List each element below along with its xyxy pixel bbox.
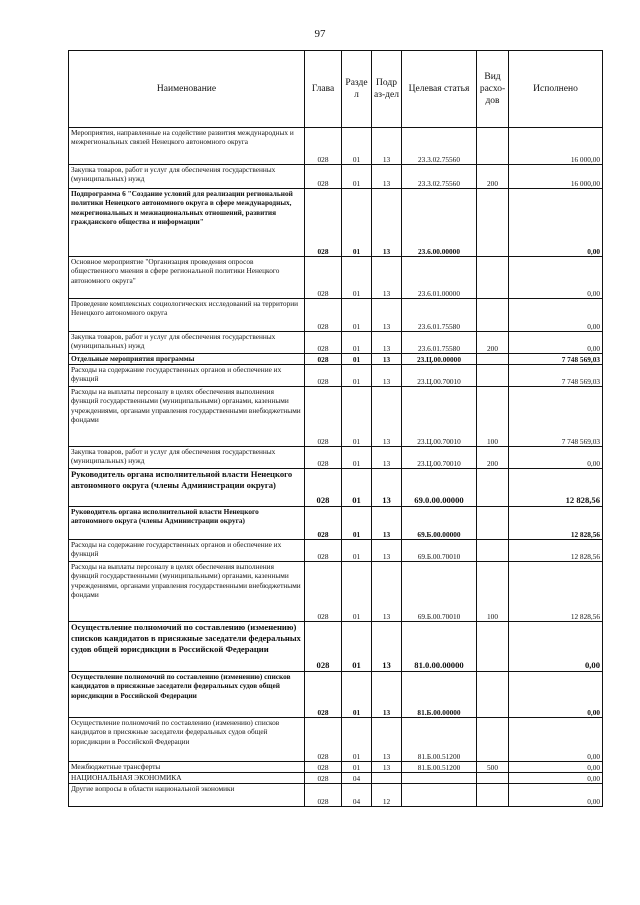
row-name: Отдельные мероприятия программы bbox=[69, 354, 305, 365]
table-row bbox=[69, 165, 603, 189]
row-podrazdel: 13 bbox=[372, 128, 402, 165]
row-target bbox=[402, 784, 477, 807]
header-podrazdel: Подр аз-дел bbox=[372, 51, 402, 128]
row-target: 81.Б.00.51200 bbox=[402, 718, 477, 762]
row-name: Расходы на выплаты персоналу в целях обеспечения выполнения функций государственными (муниципальными) органами, казенными учреждениями, органами управления государственными внебюджетными фондами bbox=[69, 562, 305, 622]
row-glava: 028 bbox=[305, 189, 342, 257]
row-name: НАЦИОНАЛЬНАЯ ЭКОНОМИКА bbox=[69, 773, 305, 784]
table-row bbox=[69, 540, 603, 562]
row-done: 7 748 569,03 bbox=[509, 365, 603, 387]
row-vid bbox=[477, 540, 509, 562]
row-razdel: 01 bbox=[342, 762, 372, 773]
row-vid bbox=[477, 354, 509, 365]
row-vid bbox=[477, 507, 509, 540]
header-razdel: Разде л bbox=[342, 51, 372, 128]
row-done: 0,00 bbox=[509, 332, 603, 354]
row-glava: 028 bbox=[305, 718, 342, 762]
row-done: 0,00 bbox=[509, 672, 603, 718]
row-done: 0,00 bbox=[509, 773, 603, 784]
row-name: Основное мероприятие "Организация проведения опросов общественного мнения в сфере региональной политики Ненецкого автономного округа" bbox=[69, 257, 305, 299]
table-row bbox=[69, 622, 603, 672]
header-vid: Вид расхо- дов bbox=[477, 51, 509, 128]
row-vid: 200 bbox=[477, 165, 509, 189]
row-glava: 028 bbox=[305, 332, 342, 354]
table-row bbox=[69, 469, 603, 507]
row-vid: 500 bbox=[477, 762, 509, 773]
row-name: Расходы на содержание государственных органов и обеспечение их функций bbox=[69, 540, 305, 562]
row-target: 23.Ц.00.70010 bbox=[402, 447, 477, 469]
row-done: 0,00 bbox=[509, 189, 603, 257]
header-name: Наименование bbox=[69, 51, 305, 128]
table-row bbox=[69, 299, 603, 332]
row-podrazdel: 13 bbox=[372, 469, 402, 507]
table-row bbox=[69, 718, 603, 762]
row-glava: 028 bbox=[305, 128, 342, 165]
row-glava: 028 bbox=[305, 354, 342, 365]
row-target: 69.Б.00.70010 bbox=[402, 562, 477, 622]
row-vid bbox=[477, 299, 509, 332]
row-name: Закупка товаров, работ и услуг для обеспечения государственных (муниципальных) нужд bbox=[69, 332, 305, 354]
row-target: 81.0.00.00000 bbox=[402, 622, 477, 672]
row-podrazdel: 13 bbox=[372, 562, 402, 622]
row-target: 23.Ц.00.00000 bbox=[402, 354, 477, 365]
row-target: 23.6.00.00000 bbox=[402, 189, 477, 257]
row-done: 0,00 bbox=[509, 257, 603, 299]
row-glava: 028 bbox=[305, 507, 342, 540]
table-row bbox=[69, 189, 603, 257]
row-razdel: 01 bbox=[342, 562, 372, 622]
row-done: 0,00 bbox=[509, 762, 603, 773]
row-razdel: 01 bbox=[342, 332, 372, 354]
row-razdel: 01 bbox=[342, 257, 372, 299]
row-done: 7 748 569,03 bbox=[509, 354, 603, 365]
row-podrazdel: 12 bbox=[372, 784, 402, 807]
row-razdel: 01 bbox=[342, 354, 372, 365]
row-razdel: 01 bbox=[342, 447, 372, 469]
row-target: 23.Ц.00.70010 bbox=[402, 365, 477, 387]
row-name: Проведение комплексных социологических исследований на территории Ненецкого автономного округа bbox=[69, 299, 305, 332]
row-glava: 028 bbox=[305, 762, 342, 773]
table-header bbox=[69, 51, 603, 128]
table-row bbox=[69, 784, 603, 807]
row-vid bbox=[477, 773, 509, 784]
row-glava: 028 bbox=[305, 622, 342, 672]
row-target: 69.Б.00.00000 bbox=[402, 507, 477, 540]
row-vid bbox=[477, 189, 509, 257]
row-glava: 028 bbox=[305, 562, 342, 622]
row-razdel: 01 bbox=[342, 718, 372, 762]
row-name: Закупка товаров, работ и услуг для обеспечения государственных (муниципальных) нужд bbox=[69, 447, 305, 469]
row-podrazdel: 13 bbox=[372, 622, 402, 672]
row-vid bbox=[477, 718, 509, 762]
row-vid bbox=[477, 469, 509, 507]
row-done: 0,00 bbox=[509, 718, 603, 762]
row-glava: 028 bbox=[305, 447, 342, 469]
row-name: Другие вопросы в области национальной экономики bbox=[69, 784, 305, 807]
row-glava: 028 bbox=[305, 540, 342, 562]
row-razdel: 01 bbox=[342, 672, 372, 718]
row-glava: 028 bbox=[305, 672, 342, 718]
row-done: 0,00 bbox=[509, 784, 603, 807]
row-podrazdel: 13 bbox=[372, 189, 402, 257]
table-row bbox=[69, 672, 603, 718]
row-razdel: 04 bbox=[342, 773, 372, 784]
row-razdel: 01 bbox=[342, 540, 372, 562]
row-podrazdel: 13 bbox=[372, 257, 402, 299]
row-podrazdel: 13 bbox=[372, 332, 402, 354]
row-vid: 200 bbox=[477, 447, 509, 469]
row-podrazdel: 13 bbox=[372, 507, 402, 540]
row-name: Мероприятия, направленные на содействие развития международных и межрегиональных связей Ненецкого автономного округа bbox=[69, 128, 305, 165]
row-name: Руководитель органа исполнительной власти Ненецкого автономного округа (члены Администрации округа) bbox=[69, 507, 305, 540]
row-vid bbox=[477, 128, 509, 165]
table-row bbox=[69, 762, 603, 773]
row-podrazdel: 13 bbox=[372, 354, 402, 365]
row-razdel: 01 bbox=[342, 299, 372, 332]
table-row bbox=[69, 354, 603, 365]
row-done: 7 748 569,03 bbox=[509, 387, 603, 447]
row-done: 0,00 bbox=[509, 622, 603, 672]
row-podrazdel: 13 bbox=[372, 387, 402, 447]
row-target: 81.Б.00.51200 bbox=[402, 762, 477, 773]
row-done: 12 828,56 bbox=[509, 507, 603, 540]
table-row bbox=[69, 447, 603, 469]
row-name: Осуществление полномочий по составлению (изменению) списков кандидатов в присяжные заседатели федеральных судов общей юрисдикции в Российской Федерации bbox=[69, 718, 305, 762]
row-target bbox=[402, 773, 477, 784]
row-done: 12 828,56 bbox=[509, 540, 603, 562]
row-target: 69.0.00.00000 bbox=[402, 469, 477, 507]
row-podrazdel: 13 bbox=[372, 165, 402, 189]
row-name: Закупка товаров, работ и услуг для обеспечения государственных (муниципальных) нужд bbox=[69, 165, 305, 189]
row-glava: 028 bbox=[305, 784, 342, 807]
row-target: 23.3.02.75560 bbox=[402, 165, 477, 189]
table-row bbox=[69, 128, 603, 165]
row-razdel: 01 bbox=[342, 365, 372, 387]
table-row bbox=[69, 257, 603, 299]
row-podrazdel: 13 bbox=[372, 762, 402, 773]
row-vid: 100 bbox=[477, 562, 509, 622]
table-row bbox=[69, 773, 603, 784]
row-podrazdel: 13 bbox=[372, 299, 402, 332]
row-glava: 028 bbox=[305, 365, 342, 387]
row-done: 0,00 bbox=[509, 299, 603, 332]
header-glava: Глава bbox=[305, 51, 342, 128]
row-glava: 028 bbox=[305, 257, 342, 299]
row-razdel: 01 bbox=[342, 387, 372, 447]
row-podrazdel: 13 bbox=[372, 672, 402, 718]
table-row bbox=[69, 562, 603, 622]
row-vid bbox=[477, 365, 509, 387]
row-done: 12 828,56 bbox=[509, 562, 603, 622]
row-razdel: 01 bbox=[342, 128, 372, 165]
row-razdel: 01 bbox=[342, 469, 372, 507]
row-razdel: 01 bbox=[342, 622, 372, 672]
page-number: 97 bbox=[314, 28, 326, 40]
row-vid bbox=[477, 257, 509, 299]
header-target: Целевая статья bbox=[402, 51, 477, 128]
row-glava: 028 bbox=[305, 469, 342, 507]
row-done: 12 828,56 bbox=[509, 469, 603, 507]
row-name: Осуществление полномочий по составлению (изменению) списков кандидатов в присяжные заседатели федеральных судов общей юрисдикции в Российской Федерации bbox=[69, 672, 305, 718]
row-target: 23.6.01.00000 bbox=[402, 257, 477, 299]
row-razdel: 01 bbox=[342, 165, 372, 189]
row-podrazdel: 13 bbox=[372, 540, 402, 562]
row-razdel: 01 bbox=[342, 189, 372, 257]
row-vid bbox=[477, 784, 509, 807]
row-vid: 100 bbox=[477, 387, 509, 447]
row-razdel: 04 bbox=[342, 784, 372, 807]
row-name: Межбюджетные трансферты bbox=[69, 762, 305, 773]
header-done: Исполнено bbox=[509, 51, 603, 128]
row-podrazdel: 13 bbox=[372, 718, 402, 762]
row-glava: 028 bbox=[305, 165, 342, 189]
row-target: 23.Ц.00.70010 bbox=[402, 387, 477, 447]
table-row bbox=[69, 507, 603, 540]
table-row bbox=[69, 365, 603, 387]
row-glava: 028 bbox=[305, 773, 342, 784]
row-done: 16 000,00 bbox=[509, 165, 603, 189]
row-vid: 200 bbox=[477, 332, 509, 354]
row-name: Руководитель органа исполнительной власти Ненецкого автономного округа (члены Администрации округа) bbox=[69, 469, 305, 507]
row-glava: 028 bbox=[305, 299, 342, 332]
row-podrazdel: 13 bbox=[372, 447, 402, 469]
row-target: 23.6.01.75580 bbox=[402, 299, 477, 332]
table-row bbox=[69, 332, 603, 354]
row-podrazdel bbox=[372, 773, 402, 784]
row-done: 16 000,00 bbox=[509, 128, 603, 165]
row-name: Расходы на выплаты персоналу в целях обеспечения выполнения функций государственными (муниципальными) органами, казенными учреждениями, органами управления государственными внебюджетными фондами bbox=[69, 387, 305, 447]
budget-table bbox=[68, 50, 603, 807]
row-razdel: 01 bbox=[342, 507, 372, 540]
row-glava: 028 bbox=[305, 387, 342, 447]
row-vid bbox=[477, 672, 509, 718]
row-vid bbox=[477, 622, 509, 672]
row-name: Подпрограмма 6 "Создание условий для реализации региональной политики Ненецкого автономного округа в сфере международных, межрегиональных и межнациональных отношений, развития гражданского общества и информации" bbox=[69, 189, 305, 257]
row-target: 23.6.01.75580 bbox=[402, 332, 477, 354]
row-name: Осуществление полномочий по составлению (изменению) списков кандидатов в присяжные заседатели федеральных судов общей юрисдикции в Российской Федерации bbox=[69, 622, 305, 672]
row-target: 81.Б.00.00000 bbox=[402, 672, 477, 718]
table-row bbox=[69, 387, 603, 447]
row-target: 69.Б.00.70010 bbox=[402, 540, 477, 562]
row-done: 0,00 bbox=[509, 447, 603, 469]
row-name: Расходы на содержание государственных органов и обеспечение их функций bbox=[69, 365, 305, 387]
row-podrazdel: 13 bbox=[372, 365, 402, 387]
row-target: 23.3.02.75560 bbox=[402, 128, 477, 165]
